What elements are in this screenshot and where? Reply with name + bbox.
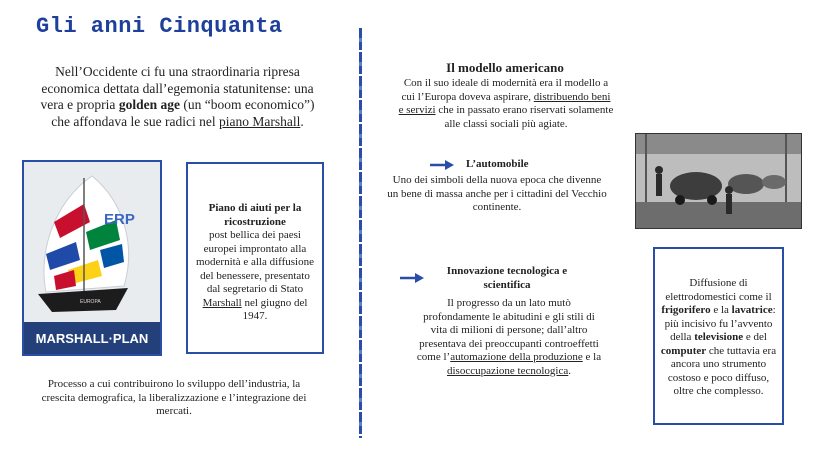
automation-link[interactable]: automazione della produzione xyxy=(450,351,583,363)
page-title: Gli anni Cinquanta xyxy=(36,14,283,39)
intro-text-3: . xyxy=(300,113,304,129)
unemployment-link[interactable]: disoccupazione tecnologica xyxy=(446,364,569,377)
aid-plan-text-1: post bellica dei paesi europei improntato alla modernità e alla diffusione del benessere, presentato dal segretario di Stato xyxy=(195,229,314,295)
appliances-text-1: Diffusione di elettrodomestici come il xyxy=(665,277,772,303)
appliances-box xyxy=(653,247,784,425)
aid-plan-title: Piano di aiuti per la ricostruzione xyxy=(208,202,302,228)
aid-plan-box xyxy=(186,162,324,354)
intro-golden-age: golden age xyxy=(118,97,180,112)
innovation-text-3: . xyxy=(568,364,571,377)
poster-erp-text: ERP xyxy=(104,211,135,228)
marshall-plan-poster xyxy=(22,160,162,356)
poster-illustration xyxy=(24,162,160,354)
american-model-link[interactable]: distribuendo beni e servizi xyxy=(398,90,611,116)
car-factory-photo xyxy=(635,133,802,229)
american-model-text-1: Con il suo ideale di modernità era il modello a cui l’Europa doveva aspirare, xyxy=(401,77,609,103)
aid-plan-marshall-link[interactable]: Marshall xyxy=(202,296,242,309)
innovation-text-2: e la xyxy=(582,351,602,363)
appliances-computer: computer xyxy=(660,344,707,357)
factory-illustration xyxy=(636,134,801,228)
appliances-text-4: e del xyxy=(743,331,767,343)
appliances-washer: lavatrice xyxy=(731,304,773,316)
column-divider xyxy=(359,28,362,438)
innovation-text xyxy=(414,297,604,378)
appliances-text-3: : più incisivo fu l’avvento della xyxy=(664,304,776,343)
intro-text-2: (un “boom economico”) che affondava le sue radici nel xyxy=(51,97,315,129)
appliances-text-2: e la xyxy=(710,304,732,316)
aid-plan-text-2: nel giugno del 1947. xyxy=(241,296,308,322)
automobile-text: Uno dei simboli della nuova epoca che divenne un bene di massa anche per i cittadini del Vecchio continente. xyxy=(387,174,607,213)
process-paragraph: Processo a cui contribuirono lo sviluppo dell’industria, la crescita demografica, la liberalizzazione e l’integrazione dei mercati. xyxy=(41,378,307,417)
innovation-text-1: Il progresso da un lato mutò profondamente le abitudini e gli stili di vita di milioni di persone; dall’altro presentava dei preoccupanti controeffetti come l’ xyxy=(416,297,599,363)
arrow-right-icon xyxy=(430,160,454,170)
american-model-text xyxy=(398,77,614,131)
poster-caption: MARSHALL·PLAN xyxy=(35,331,149,346)
appliances-text-5: che tuttavia era ancora uno strumento costoso e poco diffuso, oltre che complesso. xyxy=(667,344,777,397)
arrow-right-icon xyxy=(400,273,424,283)
automobile-title: L’automobile xyxy=(466,158,529,170)
american-model-text-2: che in passato erano riservati solamente alle classi sociali più agiate. xyxy=(435,104,614,130)
intro-paragraph xyxy=(40,64,315,130)
innovation-title: Innovazione tecnologica e scientifica xyxy=(446,265,568,291)
american-model-title: Il modello americano xyxy=(446,60,564,75)
appliances-fridge: frigorifero xyxy=(661,304,711,316)
intro-marshall-plan-link[interactable]: piano Marshall xyxy=(218,113,301,129)
intro-text-1: Nell’Occidente ci fu una straordinaria ripresa economica dettata dall’egemonia statunitense: una vera e propria xyxy=(40,64,314,112)
appliances-tv: televisione xyxy=(694,331,744,343)
poster-hull-text: EUROPA xyxy=(80,299,101,305)
